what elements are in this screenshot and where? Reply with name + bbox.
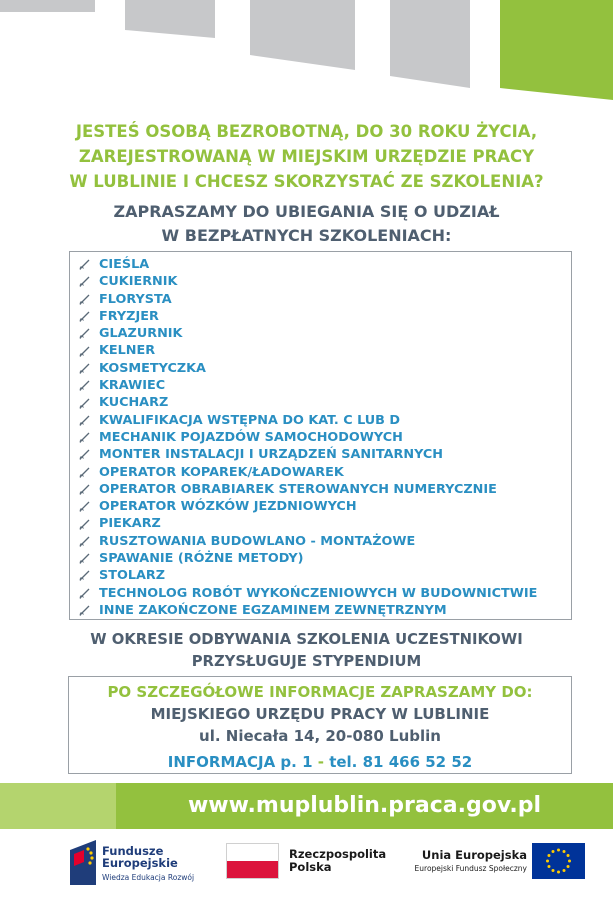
contact-label: INFORMACJA p. 1 [167, 753, 313, 771]
pen-hand-icon [79, 484, 90, 495]
pen-hand-icon [79, 570, 90, 581]
funds-line1: Fundusze [102, 844, 164, 858]
training-label: OPERATOR KOPAREK/ŁADOWAREK [99, 464, 344, 480]
polish-flag-icon [226, 843, 279, 879]
info-box [68, 676, 572, 774]
pen-hand-icon [79, 553, 90, 564]
training-item [79, 394, 571, 411]
pen-hand-icon [79, 536, 90, 547]
website-link[interactable]: www.muplublin.praca.gov.pl [116, 783, 613, 829]
pen-hand-icon [79, 346, 90, 357]
training-label: PIEKARZ [99, 516, 161, 532]
training-item [79, 533, 571, 550]
eu-fund: Europejski Fundusz Społeczny [414, 864, 527, 873]
training-label: SPAWANIE (RÓŻNE METODY) [99, 551, 304, 567]
training-label: OPERATOR WÓZKÓW JEZDNIOWYCH [99, 499, 357, 515]
pen-hand-icon [79, 501, 90, 512]
training-item [79, 273, 571, 290]
pen-hand-icon [79, 259, 90, 270]
training-item [79, 515, 571, 532]
eu-logo [410, 843, 590, 883]
logos-strip [0, 829, 613, 897]
training-label: FLORYSTA [99, 291, 172, 307]
training-item [79, 464, 571, 481]
training-item [79, 342, 571, 359]
stipend-notice [0, 629, 613, 673]
trainings-list [70, 252, 571, 619]
funds-line2: Europejskie [102, 856, 178, 870]
headline [0, 119, 613, 194]
pen-hand-icon [79, 519, 90, 530]
decorative-stripes [0, 0, 613, 100]
eu-flag-icon [532, 843, 585, 879]
training-item [79, 325, 571, 342]
pen-hand-icon [79, 605, 90, 616]
rzeczpospolita-logo [226, 843, 396, 883]
pen-hand-icon [79, 363, 90, 374]
pen-hand-icon [79, 328, 90, 339]
rp-line2: Polska [289, 860, 332, 874]
green-block [500, 0, 613, 100]
pen-hand-icon [79, 294, 90, 305]
pen-hand-icon [79, 311, 90, 322]
training-label: KRAWIEC [99, 378, 166, 394]
gray-stripe [125, 0, 215, 38]
pen-hand-icon [79, 415, 90, 426]
training-label: FRYZJER [99, 308, 159, 324]
headline-line: ZAREJESTROWANĄ W MIEJSKIM URZĘDZIE PRACY [78, 147, 535, 166]
training-label: KOSMETYCZKA [99, 360, 206, 376]
training-label: MECHANIK POJAZDÓW SAMOCHODOWYCH [99, 429, 403, 445]
training-item [79, 256, 571, 273]
info-address: ul. Niecała 14, 20-080 Lublin [199, 727, 441, 745]
training-label: MONTER INSTALACJI I URZĄDZEŃ SANITARNYCH [99, 447, 444, 463]
subheadline [0, 200, 613, 248]
eu-name: Unia Europejska [421, 848, 527, 862]
info-organization: MIEJSKIEGO URZĘDU PRACY W LUBLINIE [150, 705, 490, 723]
headline-line: W LUBLINIE I CHCESZ SKORZYSTAĆ ZE SZKOLENIA? [69, 172, 544, 191]
training-label: CUKIERNIK [99, 274, 178, 290]
info-lead: PO SZCZEGÓŁOWE INFORMACJE ZAPRASZAMY DO: [107, 683, 533, 701]
training-item [79, 585, 571, 602]
training-item [79, 308, 571, 325]
training-item [79, 602, 571, 619]
pen-hand-icon [79, 398, 90, 409]
european-funds-mark-icon [70, 840, 96, 885]
training-item [79, 291, 571, 308]
trainings-box [69, 251, 572, 620]
training-label: KUCHARZ [99, 395, 169, 411]
training-item [79, 412, 571, 429]
phone-number[interactable]: 81 466 52 52 [362, 753, 473, 771]
pen-hand-icon [79, 276, 90, 287]
pen-hand-icon [79, 467, 90, 478]
training-item [79, 567, 571, 584]
training-item [79, 550, 571, 567]
pen-hand-icon [79, 588, 90, 599]
training-item [79, 446, 571, 463]
training-item [79, 377, 571, 394]
subheadline-line: ZAPRASZAMY DO UBIEGANIA SIĘ O UDZIAŁ [113, 202, 500, 221]
contact-separator: - [312, 753, 330, 771]
training-label: INNE ZAKOŃCZONE EGZAMINEM ZEWNĘTRZNYM [99, 602, 447, 618]
training-item [79, 360, 571, 377]
pen-hand-icon [79, 380, 90, 391]
training-label: KELNER [99, 343, 156, 359]
subheadline-line: W BEZPŁATNYCH SZKOLENIACH: [161, 226, 452, 245]
training-item [79, 498, 571, 515]
gray-stripe [250, 0, 355, 70]
training-label: RUSZTOWANIA BUDOWLANO - MONTAŻOWE [99, 533, 416, 549]
training-label: OPERATOR OBRABIAREK STEROWANYCH NUMERYCZNIE [99, 481, 497, 497]
gray-stripe [0, 0, 95, 12]
funds-tagline: Wiedza Edukacja Rozwój [102, 873, 195, 882]
training-item [79, 481, 571, 498]
training-label: CIEŚLA [99, 257, 150, 272]
training-label: TECHNOLOG ROBÓT WYKOŃCZENIOWYCH W BUDOWNICTWIE [99, 585, 538, 601]
info-contact [69, 751, 571, 774]
rp-line1: Rzeczpospolita [289, 847, 387, 861]
training-item [79, 429, 571, 446]
phone-label: tel. [329, 753, 358, 771]
website-band [0, 783, 613, 829]
training-label: GLAZURNIK [99, 326, 183, 342]
headline-line: JESTEŚ OSOBĄ BEZROBOTNĄ, DO 30 ROKU ŻYCIA, [75, 122, 538, 141]
training-label: STOLARZ [99, 568, 166, 584]
stipend-line: W OKRESIE ODBYWANIA SZKOLENIA UCZESTNIKOWI [90, 631, 523, 648]
european-funds-logo [70, 840, 210, 885]
pen-hand-icon [79, 449, 90, 460]
pen-hand-icon [79, 432, 90, 443]
stipend-line: PRZYSŁUGUJE STYPENDIUM [191, 653, 422, 670]
training-label: KWALIFIKACJA WSTĘPNA DO KAT. C LUB D [99, 412, 401, 428]
gray-stripe [390, 0, 470, 88]
